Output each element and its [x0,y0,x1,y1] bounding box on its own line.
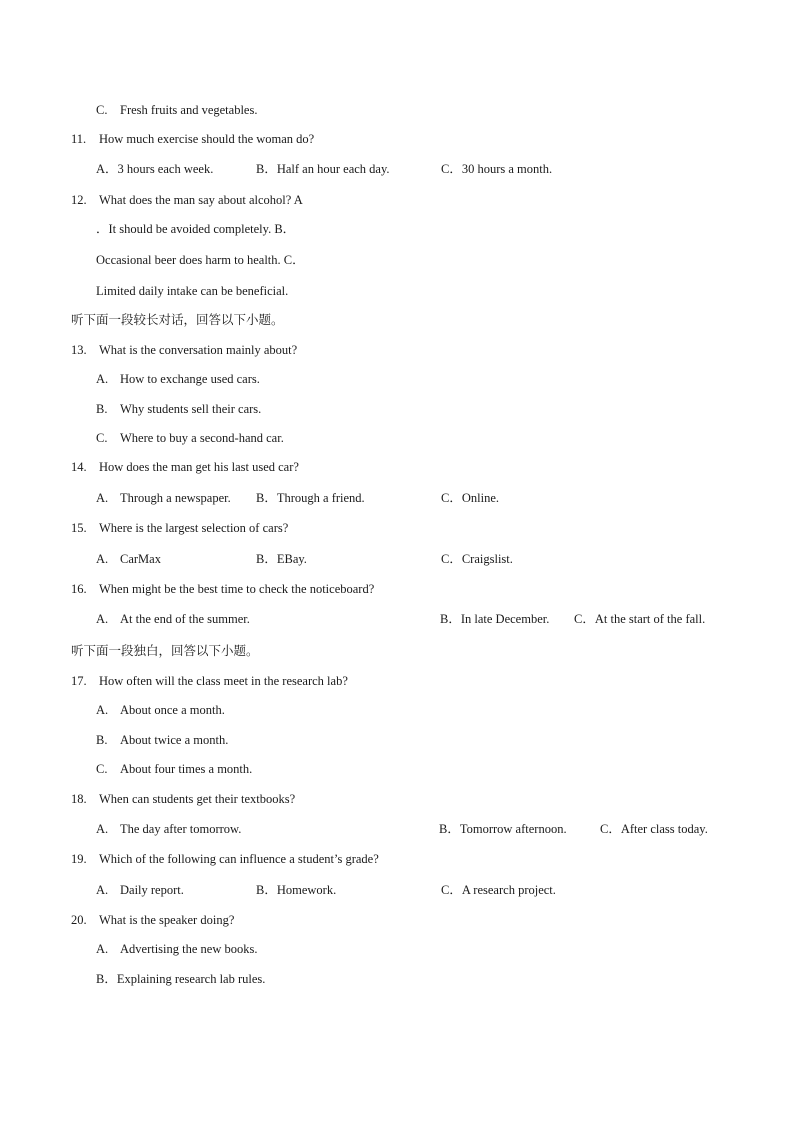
q15-option-a: A. CarMax [96,552,161,566]
q19-option-c: C．A research project. [441,883,556,897]
q19-options [96,882,736,898]
q19-stem: 19. Which of the following can influence a student’s grade? [71,852,379,866]
q11-options [96,161,736,177]
q13-option-a: A. How to exchange used cars. [96,372,260,386]
q14-stem: 14. How does the man get his last used car? [71,460,299,474]
q12-stem: 12. What does the man say about alcohol? A [71,193,303,207]
q15-option-c: C．Craigslist. [441,552,513,566]
q12-line-3: Occasional beer does harm to health. C． [96,253,305,267]
q11-option-b: B．Half an hour each day. [256,162,390,176]
q10-option-c: C. Fresh fruits and vegetables. [96,103,258,117]
q18-option-a: A. The day after tomorrow. [96,822,242,836]
q17-stem: 17. How often will the class meet in the research lab? [71,674,348,688]
q16-option-a: A. At the end of the summer. [96,612,250,626]
q17-option-b: B. About twice a month. [96,733,229,747]
q18-option-c: C．After class today. [600,822,708,836]
q13-stem: 13. What is the conversation mainly about? [71,343,298,357]
q13-option-b: B. Why students sell their cars. [96,402,262,416]
q11-stem: 11. How much exercise should the woman do? [71,132,315,146]
q13-option-c: C. Where to buy a second-hand car. [96,431,284,445]
section-heading-long-dialogue: 听下面一段较长对话，回答以下小题。 [71,312,284,327]
q17-option-a: A. About once a month. [96,703,225,717]
q14-option-a: A. Through a newspaper. [96,491,231,505]
q16-options [96,611,736,627]
q16-option-b: B．In late December. [440,612,550,626]
q12-line-4: Limited daily intake can be beneficial. [96,284,289,298]
q19-option-b: B．Homework. [256,883,337,897]
q14-option-b: B．Through a friend. [256,491,365,505]
q16-stem: 16. When might be the best time to check the noticeboard? [71,582,375,596]
q18-options [96,821,736,837]
q16-option-c: C．At the start of the fall. [574,612,706,626]
q15-options [96,551,736,567]
q20-stem: 20. What is the speaker doing? [71,913,235,927]
q20-option-b: B．Explaining research lab rules. [96,972,266,986]
q18-stem: 18. When can students get their textbooks? [71,792,296,806]
q14-options [96,490,736,506]
q12-line-2: ．It should be avoided completely. B． [96,222,296,236]
q15-stem: 15. Where is the largest selection of cars? [71,521,289,535]
q14-option-c: C．Online. [441,491,499,505]
q17-option-c: C. About four times a month. [96,762,253,776]
q18-option-b: B．Tomorrow afternoon. [439,822,567,836]
q11-option-c: C．30 hours a month. [441,162,553,176]
q19-option-a: A. Daily report. [96,883,184,897]
q20-option-a: A. Advertising the new books. [96,942,258,956]
q15-option-b: B．EBay. [256,552,307,566]
section-heading-monologue: 听下面一段独白，回答以下小题。 [71,643,259,658]
q11-option-a: A．3 hours each week. [96,162,214,176]
